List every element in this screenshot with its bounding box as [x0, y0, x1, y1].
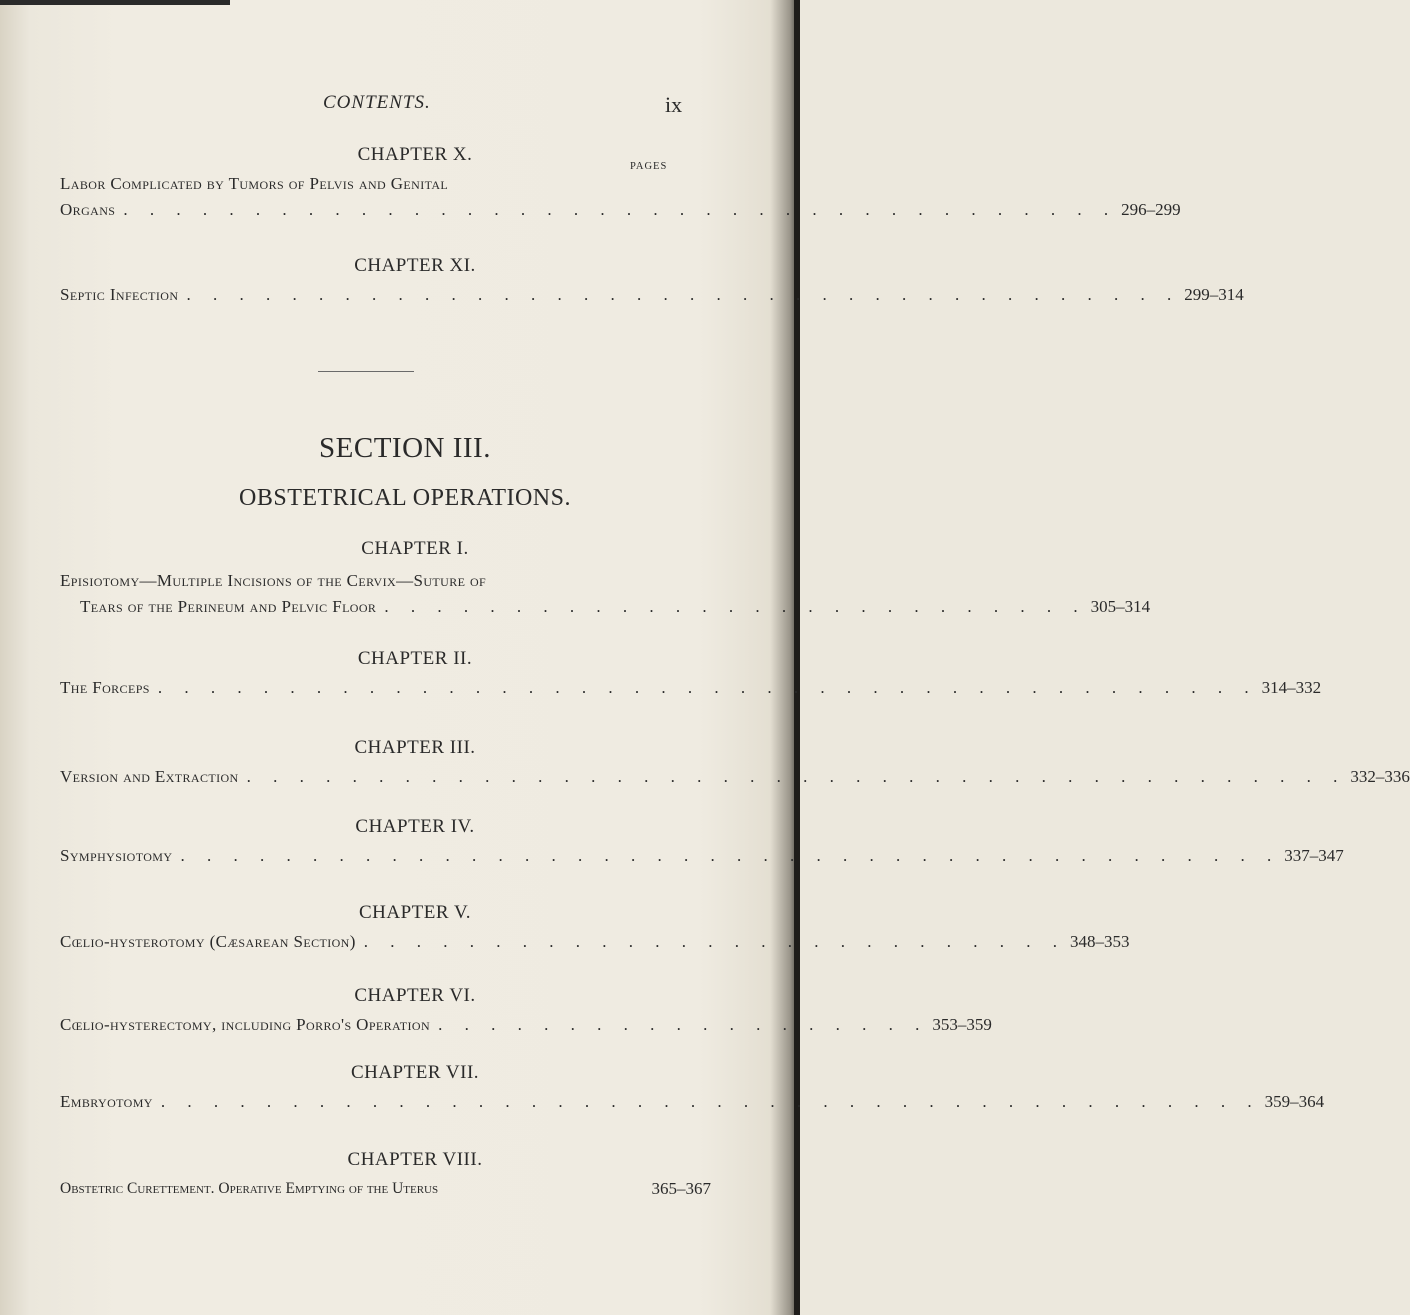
section-divider-rule — [318, 371, 414, 372]
toc-entry-line — [60, 929, 1130, 955]
toc-entry-line — [60, 171, 711, 197]
toc-entry-line — [60, 1176, 711, 1202]
chapter-heading: CHAPTER VIII. — [347, 1149, 483, 1170]
leader-dots: . . . . . . . . . . . . . . . . . . . . . . . . . . . — [384, 597, 1087, 616]
toc-entry-line — [60, 843, 1344, 869]
toc-entry-pages: 299–314 — [1184, 285, 1244, 304]
leader-dots: . . . . . . . . . . . . . . . . . . . . . . . . . . . . . . . . . . . . . . . . . . — [157, 678, 1258, 697]
toc-entry-pages: 296–299 — [1121, 200, 1181, 219]
toc-entry-pages: 314–332 — [1261, 678, 1322, 697]
toc-entry-line — [60, 764, 1410, 790]
chapter-heading: CHAPTER VII. — [350, 1062, 480, 1083]
toc-entry-pages: 359–364 — [1264, 1092, 1325, 1111]
leader-dots — [438, 1176, 647, 1202]
pages-column-label: PAGES — [630, 161, 668, 172]
toc-entry-title: Tears of the Perineum and Pelvic Floor — [80, 597, 377, 616]
toc-entry-pages: 365–367 — [651, 1179, 711, 1198]
toc-entry-line — [60, 1012, 992, 1038]
chapter-heading: CHAPTER I. — [361, 538, 469, 559]
toc-entry-pages: 348–353 — [1070, 932, 1130, 951]
toc-entry-title: Episiotomy—Multiple Incisions of the Cervix—Suture of — [60, 571, 487, 590]
toc-entry-line — [60, 197, 1181, 223]
toc-entry — [60, 1089, 1325, 1115]
toc-entry-title: Cœlio-hysterotomy (Cæsarean Section) — [60, 932, 356, 951]
chapter-heading: CHAPTER XI. — [354, 255, 476, 276]
running-head-title: CONTENTS. — [323, 92, 431, 113]
toc-entry — [60, 843, 1344, 869]
section-subtitle: OBSTETRICAL OPERATIONS. — [239, 485, 571, 511]
leader-dots: . . . . . . . . . . . . . . . . . . . . . . . . . . . . . . . . . . . . . . . . . . — [160, 1092, 1261, 1111]
leader-dots: . . . . . . . . . . . . . . . . . . . . . . . . . . . . . . . . . . . . . . . . . . — [180, 846, 1281, 865]
toc-entry — [60, 1012, 992, 1038]
chapter-heading: CHAPTER X. — [357, 144, 473, 165]
leader-dots: . . . . . . . . . . . . . . . . . . . . . . . . . . . — [363, 932, 1067, 951]
toc-entry — [60, 568, 1151, 620]
chapter-heading: CHAPTER III. — [354, 737, 476, 758]
toc-entry — [60, 1176, 711, 1202]
running-head — [0, 92, 800, 118]
leader-dots: . . . . . . . . . . . . . . . . . . . . . . . . . . . . . . . . . . . . . . — [123, 200, 1118, 219]
toc-entry-pages: 332–336 — [1350, 767, 1410, 786]
toc-entry-line — [60, 568, 711, 594]
toc-entry-title: Labor Complicated by Tumors of Pelvis and Genital — [60, 174, 449, 193]
leader-dots: . . . . . . . . . . . . . . . . . . . . . . . . . . . . . . . . . . . . . . . . . . — [246, 767, 1347, 786]
chapter-heading: CHAPTER VI. — [354, 985, 476, 1006]
toc-entry-line — [60, 1089, 1325, 1115]
toc-entry-title: Cœlio-hysterectomy, including Porro's Operation — [60, 1015, 431, 1034]
toc-entry-title: Embryotomy — [60, 1092, 153, 1111]
page-number: ix — [665, 92, 683, 117]
chapter-heading: CHAPTER V. — [359, 902, 471, 923]
leader-dots: . . . . . . . . . . . . . . . . . . . . . . . . . . . . . . . . . . . . . . — [186, 285, 1181, 304]
toc-entry-title: Version and Extraction — [60, 767, 239, 786]
toc-entry-line — [60, 282, 1244, 308]
section-title: SECTION III. — [319, 432, 491, 464]
toc-entry — [60, 171, 1181, 223]
leader-dots: . . . . . . . . . . . . . . . . . . . — [438, 1015, 929, 1034]
toc-entry-title: Organs — [60, 200, 116, 219]
page-edge-shadow — [0, 0, 230, 5]
chapter-heading: CHAPTER IV. — [355, 816, 475, 837]
toc-entry-title: Obstetric Curettement. Operative Emptying of the Uterus — [60, 1180, 439, 1197]
toc-entry-pages: 337–347 — [1284, 846, 1344, 865]
toc-entry — [60, 675, 1322, 701]
toc-entry — [60, 282, 1244, 308]
toc-entry-title: Septic Infection — [60, 285, 179, 304]
toc-entry — [60, 764, 1410, 790]
toc-entry-pages: 353–359 — [932, 1015, 992, 1034]
toc-entry — [60, 929, 1130, 955]
toc-entry-line — [60, 675, 1322, 701]
toc-entry-line — [60, 594, 1151, 620]
toc-entry-title: Symphysiotomy — [60, 846, 173, 865]
toc-entry-title: The Forceps — [60, 678, 150, 697]
chapter-heading: CHAPTER II. — [357, 648, 473, 669]
toc-entry-pages: 305–314 — [1090, 597, 1151, 616]
